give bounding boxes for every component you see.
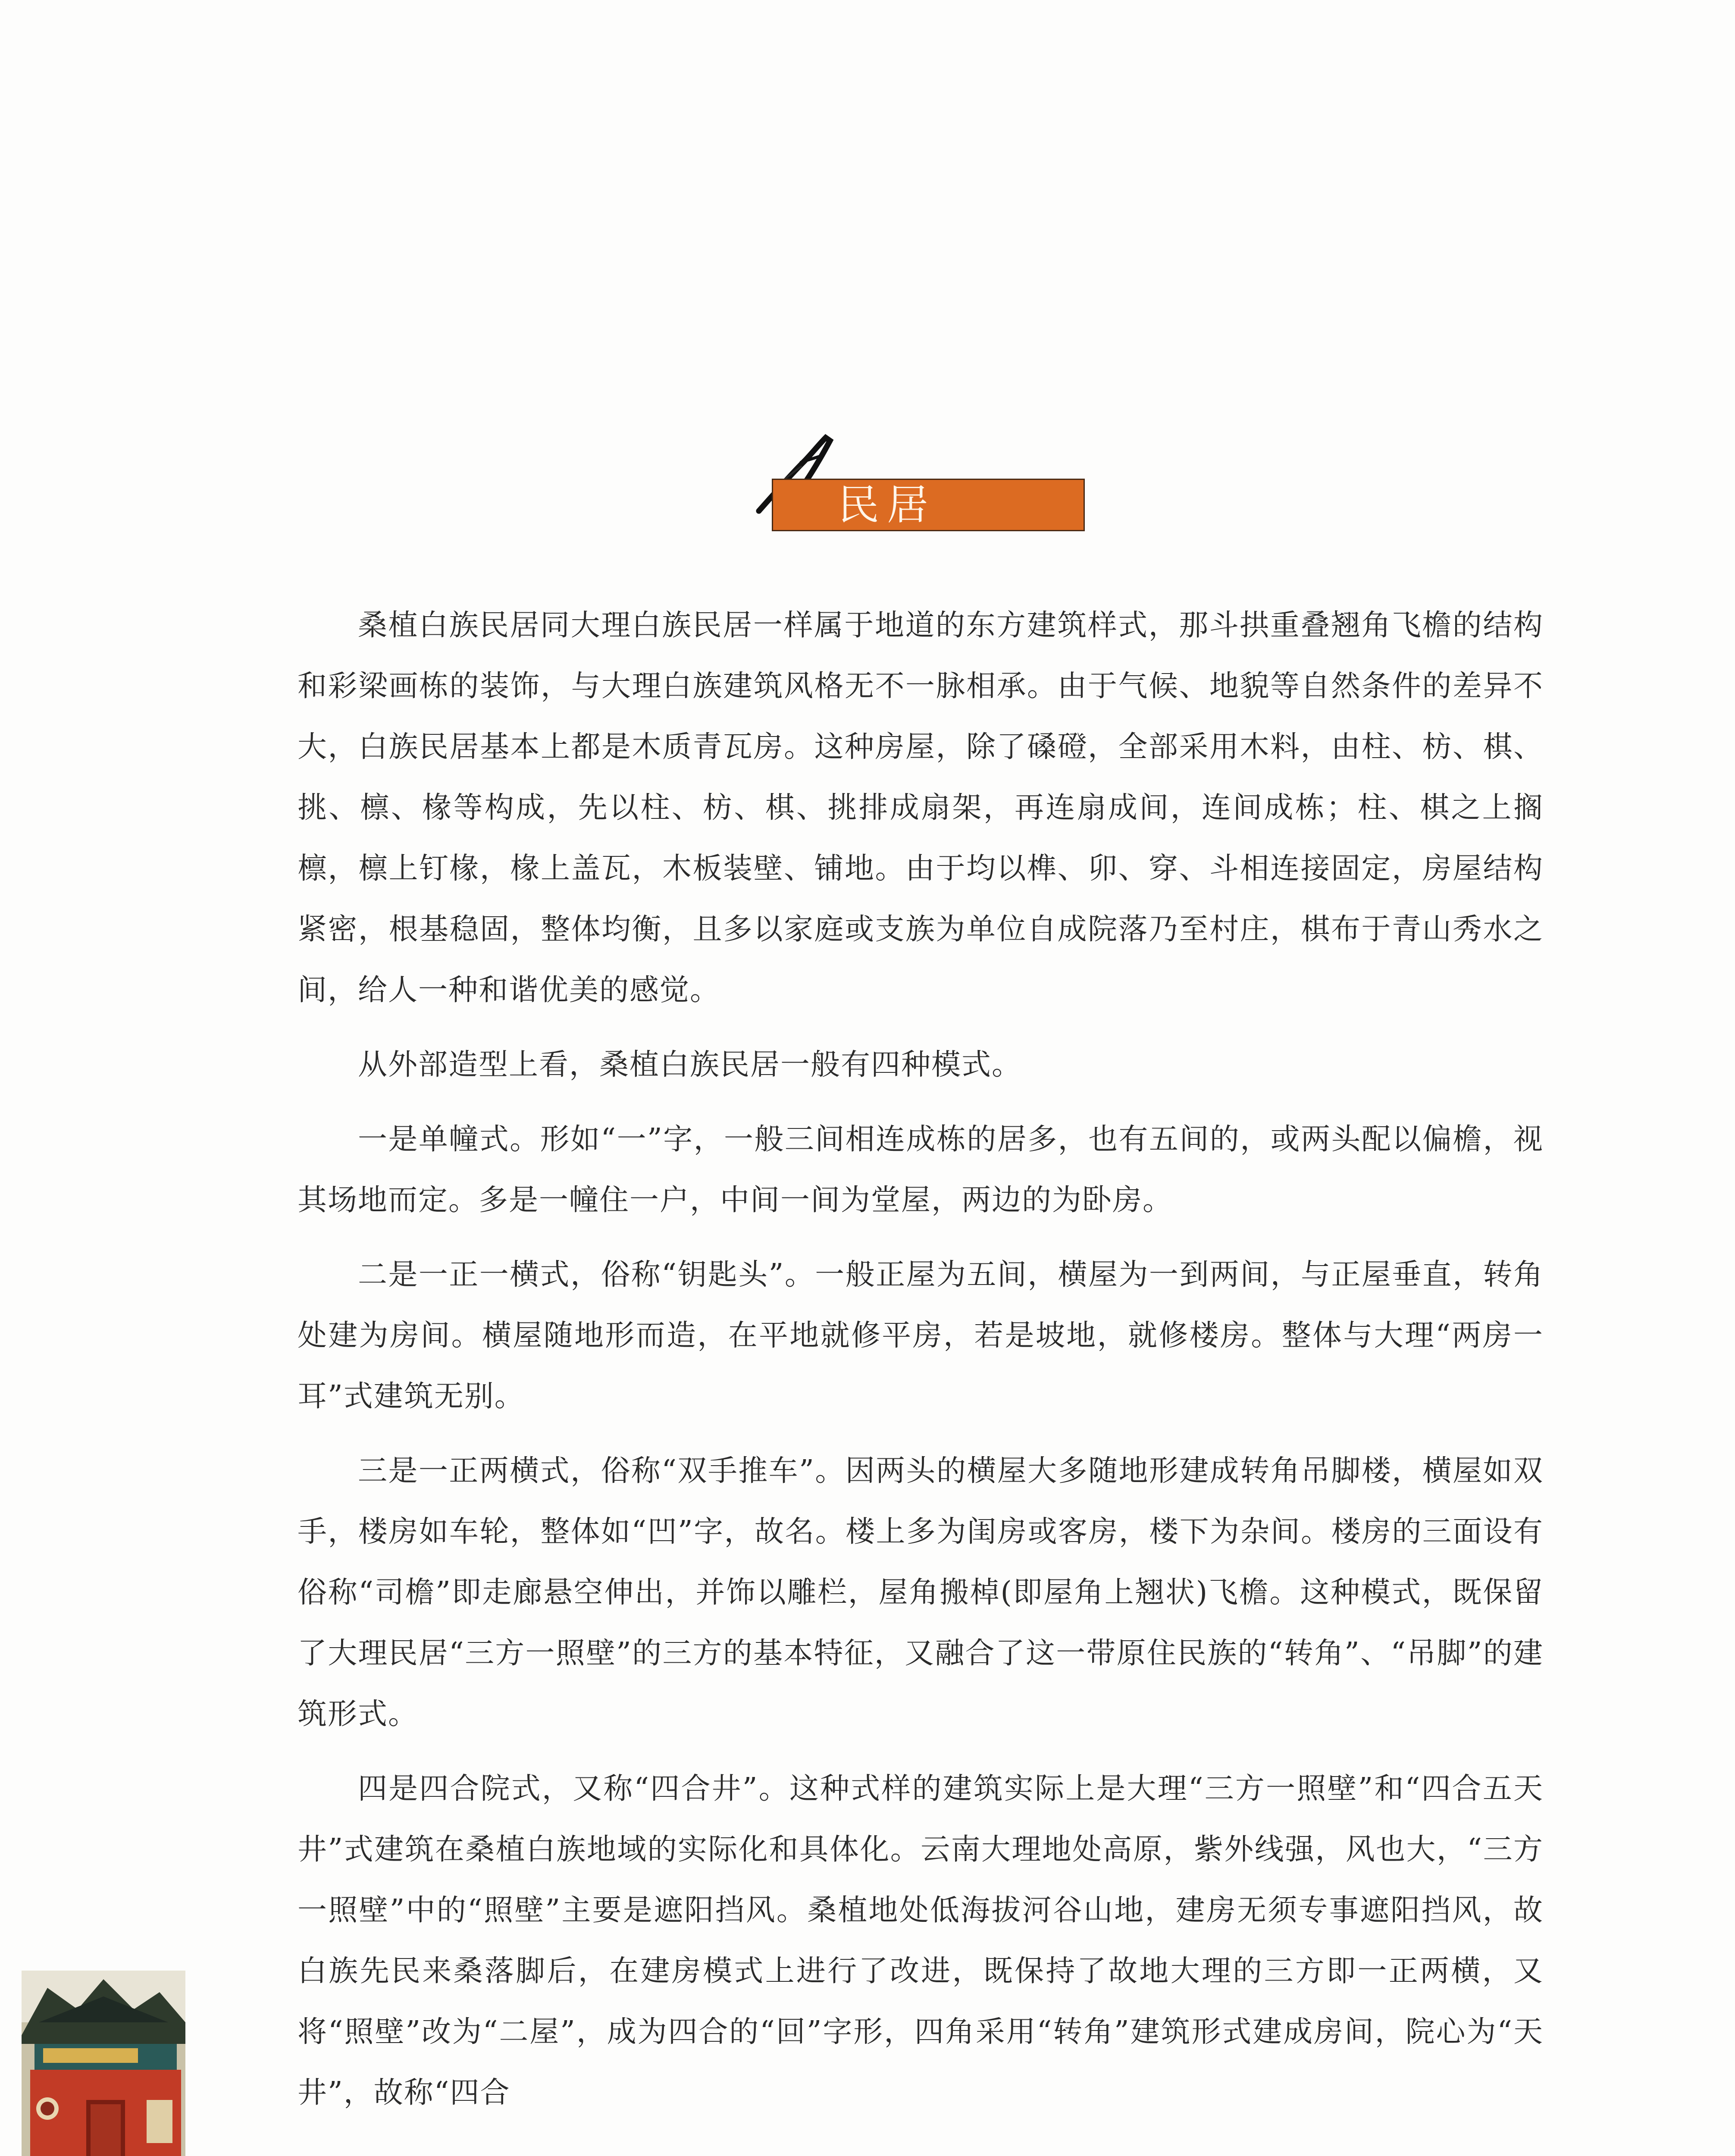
paragraph: 三是一正两横式，俗称“双手推车”。因两头的横屋大多随地形建成转角吊脚楼，横屋如双手，楼房如车轮，整体如“凹”字，故名。楼上多为闺房或客房，楼下为杂间。楼房的三面设有俗称“司檐”即走廊悬空伸出，并饰以雕栏，屋角搬棹(即屋角上翘状)飞檐。这种模式，既保留了大理民居“三方一照壁”的三方的基本特征，又融合了这一带原住民族的“转角”、“吊脚”的建筑形式。 xyxy=(298,1454,1544,1731)
paragraph: 桑植白族民居同大理白族民居一样属于地道的东方建筑样式，那斗拱重叠翘角飞檐的结构和彩梁画栋的装饰，与大理白族建筑风格无不一脉相承。由于气候、地貌等自然条件的差异不大，白族民居基本上都是木质青瓦房。这种房屋，除了磉磴，全部采用木料，由柱、枋、棋、挑、檩、椽等构成，先以柱、枋、棋、挑排成扇架，再连扇成间，连间成栋；柱、棋之上搁檩，檩上钉椽，椽上盖瓦，木板装壁、铺地。由于均以榫、卯、穿、斗相连接固定，房屋结构紧密，根基稳固，整体均衡，且多以家庭或支族为单位自成院落乃至村庄，棋布于青山秀水之间，给人一种和谐优美的感觉。 xyxy=(298,608,1544,1007)
heading-banner xyxy=(772,479,1085,531)
temple-photo xyxy=(22,1971,185,2156)
paragraph: 一是单幢式。形如“一”字，一般三间相连成栋的居多，也有五间的，或两头配以偏檐，视其场地而定。多是一幢住一户，中间一间为堂屋，两边的为卧房。 xyxy=(298,1122,1544,1217)
section-title: 民居 xyxy=(838,481,936,529)
paragraph: 从外部造型上看，桑植白族民居一般有四种模式。 xyxy=(358,1048,1022,1082)
section-heading xyxy=(733,427,1104,556)
paragraph: 二是一正一横式，俗称“钥匙头”。一般正屋为五间，横屋为一到两间，与正屋垂直，转角处建为房间。横屋随地形而造，在平地就修平房，若是坡地，就修楼房。整体与大理“两房一耳”式建筑无别。 xyxy=(298,1258,1544,1413)
article-body xyxy=(298,595,1544,2137)
paragraph: 四是四合院式，又称“四合井”。这种式样的建筑实际上是大理“三方一照壁”和“四合五天井”式建筑在桑植白族地域的实际化和具体化。云南大理地处高原，紫外线强，风也大，“三方一照壁”中的“照壁”主要是遮阳挡风。桑植地处低海拔河谷山地，建房无须专事遮阳挡风，故白族先民来桑落脚后，在建房模式上进行了改进，既保持了故地大理的三方即一正两横，又将“照壁”改为“二屋”，成为四合的“回”字形，四角采用“转角”建筑形式建成房间，院心为“天井”，故称“四合 xyxy=(298,1772,1544,2110)
